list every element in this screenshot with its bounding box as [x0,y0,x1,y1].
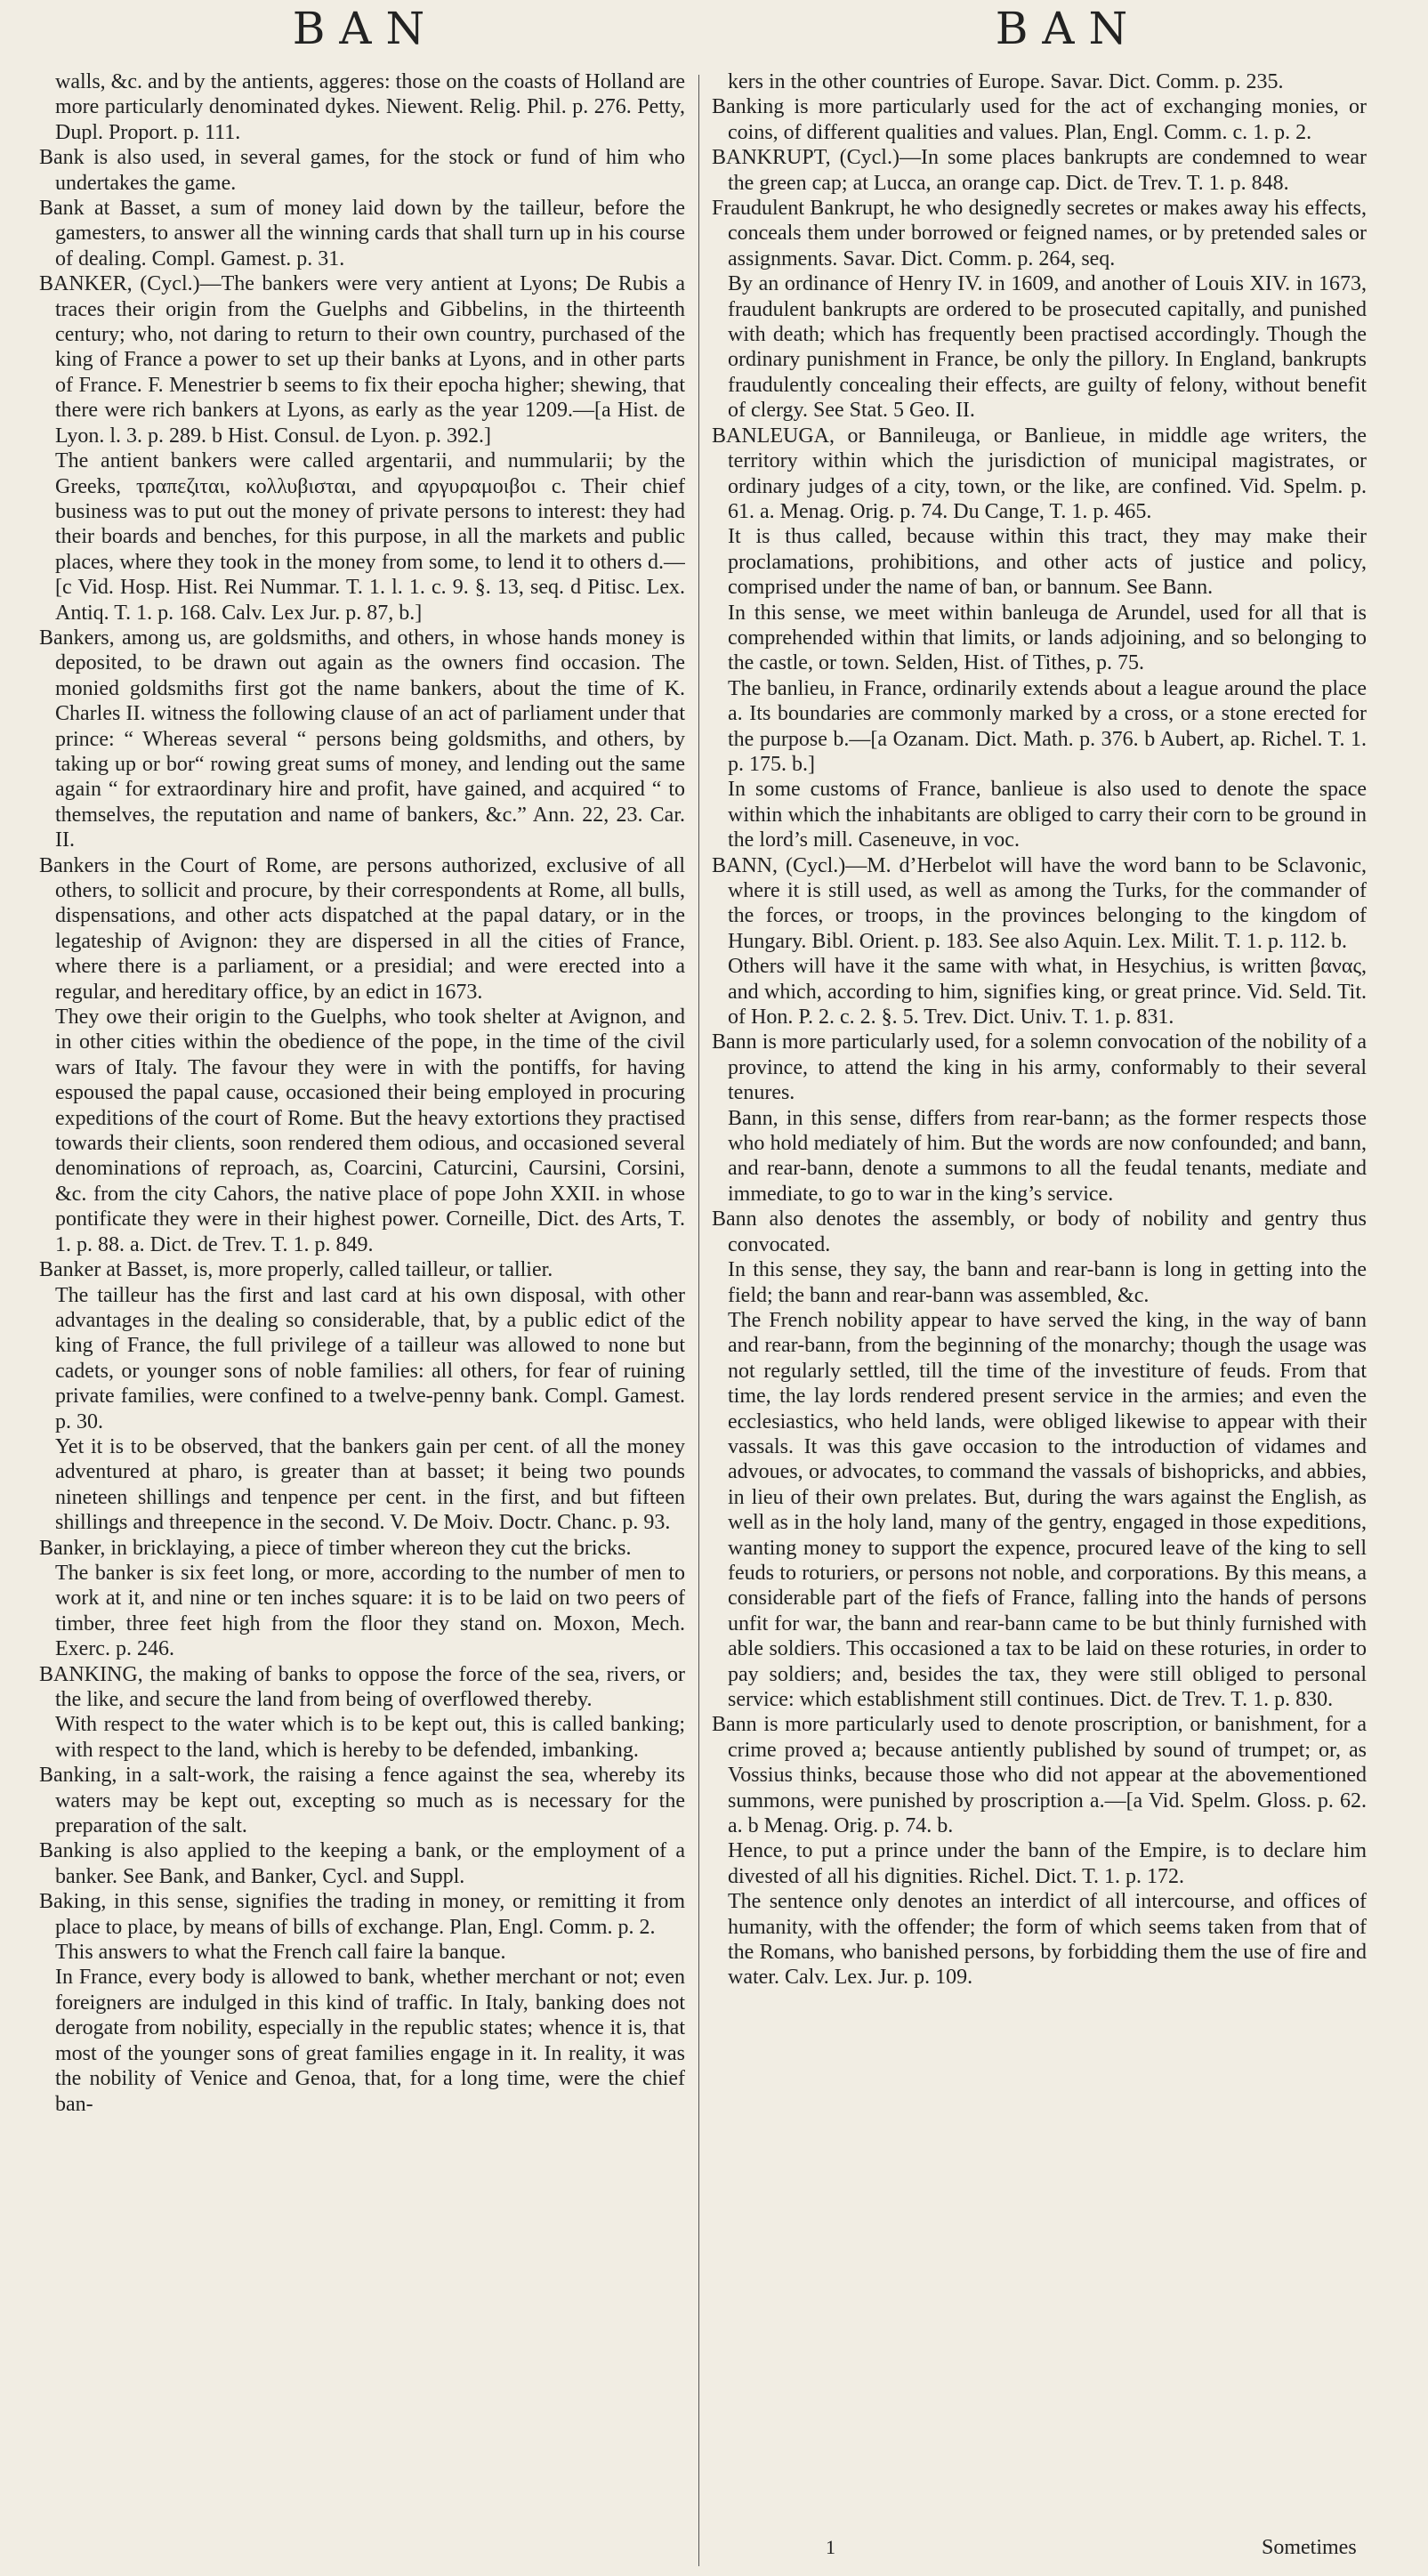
paragraph: Bann also denotes the assembly, or body of nobility and gentry thus convocated. [712,1207,1367,1256]
paragraph: Bankers, among us, are goldsmiths, and others, in whose hands money is deposited, to be drawn out again as the owners find occasion. The monied goldsmiths first got the name bankers, about the time of K. Charles II. witness the following clause of an act of parliament under that prince: “ Whereas several “ persons being goldsmiths, and others, by taking up or bor“ rowing great sums of money, and lending out the same again “ for extraordinary hire and profit, have gained, and acquired “ to themselves, the reputation and name of bankers, &c.” Ann. 22, 23. Car. II. [39,626,685,852]
right-column [712,69,1367,2570]
paragraph: The French nobility appear to have served the king, in the way of bann and rear-bann, from the beginning of the monarchy; though the usage was not regularly settled, till the time of the investiture of feuds. From that time, the lay lords rendered present service in the armies; and even the ecclesiastics, who held lands, were obliged likewise to appear with their vassals. It was this gave occasion to the introduction of vidames and advoues, or advocates, to command the vassals of bishopricks, and abbies, in lieu of their own prelates. But, during the wars against the English, as well as in the holy land, many of the gentry, engaged in those expeditions, wanting money to support the expence, procured leave of the king to sell feuds to roturiers, or persons not noble, and corporations. By this means, a considerable part of the fiefs of France, falling into the hands of persons unfit for war, the bann and rear-bann came to be but thinly furnished with able soldiers. This occasioned a tax to be laid on these roturies, in order to pay soldiers; and, besides the tax, they were still obliged to personal service: which establishment still continues. Dict. de Trev. T. 1. p. 830. [728,1308,1367,1711]
paragraph: BANN, (Cycl.)—M. d’Herbelot will have the word bann to be Sclavonic, where it is still used, as well as among the Turks, for the commander of the forces, or troops, in the provinces belonging to the kingdom of Hungary. Bibl. Orient. p. 183. See also Aquin. Lex. Milit. T. 1. p. 112. b. [712,853,1367,953]
paragraph: With respect to the water which is to be kept out, this is called banking; with respect to the land, which is hereby to be defended, imbanking. [55,1713,685,1762]
paragraph: Banker at Basset, is, more properly, called tailleur, or tallier. [39,1258,553,1282]
paragraph: The banker is six feet long, or more, according to the number of men to work at it, and nine or ten inches square: it is to be laid on two peers of timber, three feet high from the floor they stand on. Moxon, Mech. Exerc. p. 246. [55,1561,685,1661]
page-number: 1 [826,2536,835,2558]
header-left: BAN [292,3,440,54]
paragraph: The banlieu, in France, ordinarily extends about a league around the place a. Its boundaries are commonly marked by a cross, or a stone erected for the purpose b.—[a Ozanam. Dict. Math. p. 376. b Aubert, ap. Richel. T. 1. p. 175. b.] [728,676,1367,776]
paragraph: BANKING, the making of banks to oppose the force of the sea, rivers, or the like, and secure the land from being of overflowed thereby. [39,1662,685,1711]
paragraph: walls, &c. and by the antients, aggeres: those on the coasts of Holland are more particularly denominated dykes. Niewent. Relig. Phil. p. 276. Petty, Dupl. Proport. p. 111. [55,70,685,144]
paragraph: kers in the other countries of Europe. Savar. Dict. Comm. p. 235. [728,70,1284,93]
paragraph: Baking, in this sense, signifies the trading in money, or remitting it from place to place, by means of bills of exchange. Plan, Engl. Comm. p. 2. [39,1890,685,1939]
paragraph: In France, every body is allowed to bank, whether merchant or not; even foreigners are indulged in this kind of traffic. In Italy, banking does not derogate from nobility, especially in the republic states; whence it is, that most of the younger sons of great families engage in it. In reality, it was the nobility of Venice and Genoa, that, for a long time, were the chief ban- [55,1966,685,2116]
header-right: BAN [995,3,1142,54]
paragraph: Bank is also used, in several games, for the stock or fund of him who undertakes the game. [39,146,685,195]
paragraph: The antient bankers were called argentarii, and nummularii; by the Greeks, τραπεζιται, κολλυβισται, and αργυραμοιβοι c. Their chief business was to put out the money of private persons to interest: they had their boards and benches, for this purpose, in all the markets and public places, where they took in the money from some, to lend it to others d.—[c Vid. Hosp. Hist. Rei Nummar. T. 1. l. 1. c. 9. §. 13, seq. d Pitisc. Lex. Antiq. T. 1. p. 168. Calv. Lex Jur. p. 87, b.] [55,449,685,625]
left-column [39,69,685,2570]
catchword: Sometimes [1262,2536,1357,2559]
paragraph: In this sense, they say, the bann and rear-bann is long in getting into the field; the bann and rear-bann was assembled, &c. [728,1258,1367,1307]
paragraph: The tailleur has the first and last card at his own disposal, with other advantages in the dealing so considerable, that, by a public edict of the king of France, the full privilege of a tailleur was allowed to none but cadets, or younger sons of noble families: all others, for fear of ruining private families, were confined to a twelve-penny bank. Compl. Gamest. p. 30. [55,1283,685,1433]
paragraph: Bann is more particularly used to denote proscription, or banishment, for a crime proved a; because antiently published by sound of trumpet; or, as Vossius thinks, because those who did not appear at the abovementioned summons, were punished by proscription a.—[a Vid. Spelm. Gloss. p. 62. a. b Menag. Orig. p. 74. b. [712,1713,1367,1838]
paragraph: The sentence only denotes an interdict of all intercourse, and offices of humanity, with the offender; the form of which seems taken from that of the Romans, who banished persons, by forbidding them the use of fire and water. Calv. Lex. Jur. p. 109. [728,1890,1367,1990]
paragraph: Others will have it the same with what, in Hesychius, is written βανας, and which, according to him, signifies king, or great prince. Vid. Seld. Tit. of Hon. P. 2. c. 2. §. 5. Trev. Dict. Univ. T. 1. p. 831. [728,955,1367,1030]
paragraph: Fraudulent Bankrupt, he who designedly secretes or makes away his effects, conceals them under borrowed or feigned names, or by pretended sales or assignments. Savar. Dict. Comm. p. 264, seq. [712,197,1367,271]
paragraph: Bann, in this sense, differs from rear-bann; as the former respects those who hold mediately of him. But the words are now confounded; and bann, and rear-bann, denote a summons to all the feudal tenants, mediate and immediate, to go to war in the king’s service. [728,1106,1367,1206]
paragraph: BANKER, (Cycl.)—The bankers were very antient at Lyons; De Rubis a traces their origin from the Guelphs and Gibbelins, in the thirteenth century; who, not daring to return to their own country, purchased of the king of France a power to set up their banks at Lyons, and in other parts of France. F. Menestrier b seems to fix their epocha higher; shewing, that there were rich bankers at Lyons, as early as the year 1209.—[a Hist. de Lyon. l. 3. p. 289. b Hist. Consul. de Lyon. p. 392.] [39,272,685,448]
paragraph: It is thus called, because within this tract, they may make their proclamations, prohibitions, and other acts of justice and policy, comprised under the name of ban, or bannum. See Bann. [728,525,1367,600]
paragraph: Bann is more particularly used, for a solemn convocation of the nobility of a province, to attend the king in his army, conformably to their several tenures. [712,1030,1367,1105]
paragraph: In this sense, we meet within banleuga de Arundel, used for all that is comprehended within that limits, or lands adjoining, and so belonging to the castle, or town. Selden, Hist. of Tithes, p. 75. [728,601,1367,675]
paragraph: Hence, to put a prince under the bann of the Empire, is to declare him divested of all his dignities. Richel. Dict. T. 1. p. 172. [728,1839,1367,1888]
paragraph: Banker, in bricklaying, a piece of timber whereon they cut the bricks. [39,1536,632,1560]
paragraph: Banking, in a salt-work, the raising a fence against the sea, whereby its waters may be kept out, excepting so much as is necessary for the preparation of the salt. [39,1764,685,1838]
paragraph: Bank at Basset, a sum of money laid down by the tailleur, before the gamesters, to answer all the winning cards that shall turn up in his course of dealing. Compl. Gamest. p. 31. [39,197,685,271]
paragraph: In some customs of France, banlieue is also used to denote the space within which the inhabitants are obliged to carry their corn to be ground in the lord’s mill. Caseneuve, in voc. [728,778,1367,852]
paragraph: BANKRUPT, (Cycl.)—In some places bankrupts are condemned to wear the green cap; at Lucca, an orange cap. Dict. de Trev. T. 1. p. 848. [712,146,1367,195]
paragraph: By an ordinance of Henry IV. in 1609, and another of Louis XIV. in 1673, fraudulent bankrupts are ordered to be prosecuted capitally, and punished with death; which has frequently been practised accordingly. Though the ordinary punishment in France, be only the pillory. In England, bankrupts fraudulently concealing their effects, are guilty of felony, without benefit of clergy. See Stat. 5 Geo. II. [728,272,1367,423]
paragraph: Banking is more particularly used for the act of exchanging monies, or coins, of different qualities and values. Plan, Engl. Comm. c. 1. p. 2. [712,95,1367,144]
paragraph: Bankers in the Court of Rome, are persons authorized, exclusive of all others, to sollicit and procure, by their correspondents at Rome, all bulls, dispensations, and other acts dispatched at the papal datary, or in the legateship of Avignon: they are dispersed in all the cities of France, where there is a parliament, or a presidial; and were erected into a regular, and hereditary office, by an edict in 1673. [39,853,685,1004]
paragraph: They owe their origin to the Guelphs, who took shelter at Avignon, and in other cities within the obedience of the pope, in the time of the civil wars of Italy. The favour they were in with the pontiffs, for having espoused the papal cause, occasioned their being employed in procuring expeditions of the court of Rome. But the heavy extortions they practised towards their clients, soon rendered them odious, and occasioned several denominations of reproach, as, Coarcini, Caturcini, Caursini, Corsini, &c. from the city Cahors, the native place of pope John XXII. in whose pontificate they were in their highest power. Corneille, Dict. des Arts, T. 1. p. 88. a. Dict. de Trev. T. 1. p. 849. [55,1005,685,1256]
column-rule [698,75,699,2566]
paragraph: BANLEUGA, or Bannileuga, or Banlieue, in middle age writers, the territory within which the jurisdiction of municipal magistrates, or ordinary judges of a city, town, or the like, are confined. Vid. Spelm. p. 61. a. Menag. Orig. p. 74. Du Cange, T. 1. p. 465. [712,424,1367,523]
paragraph: This answers to what the French call faire la banque. [55,1941,506,1965]
paragraph: Yet it is to be observed, that the bankers gain per cent. of all the money adventured at pharo, is greater than at basset; it being two pounds nineteen shillings and tenpence per cent. in the first, and but fifteen shillings and threepence in the second. V. De Moiv. Doctr. Chanc. p. 93. [55,1434,685,1535]
paragraph: Banking is also applied to the keeping a bank, or the employment of a banker. See Bank, and Banker, Cycl. and Suppl. [39,1839,685,1888]
